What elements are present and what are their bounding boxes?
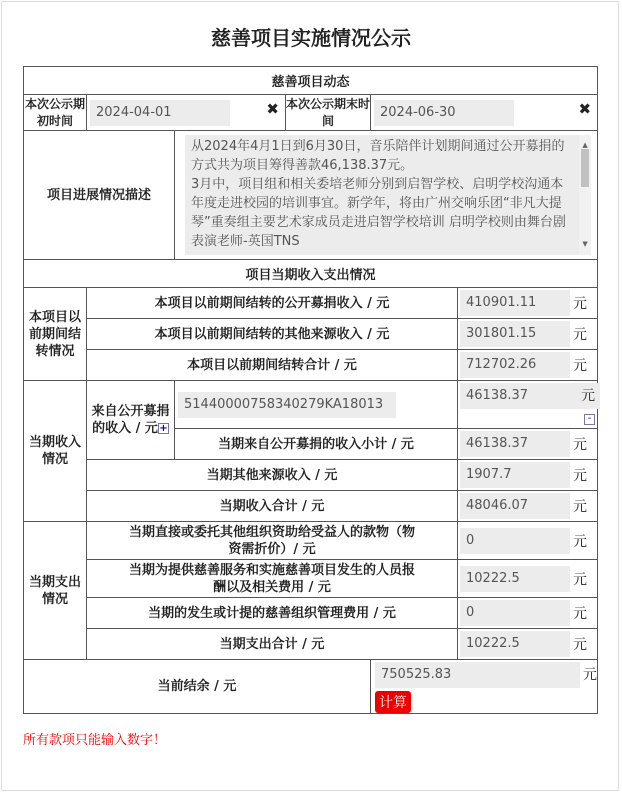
expense-direct-input[interactable]: 0 — [460, 528, 570, 554]
calculate-button[interactable]: 计算 — [375, 691, 411, 713]
scroll-thumb[interactable] — [581, 149, 589, 187]
page-title: 慈善项目实施情况公示 — [211, 26, 411, 50]
prior-group-label: 本项目以前期间结转情况 — [24, 288, 87, 381]
expense-total-input[interactable]: 10222.5 — [460, 631, 570, 657]
balance-input[interactable]: 750525.83 — [375, 662, 580, 688]
unit-label: 元 — [583, 667, 597, 683]
other-income-input[interactable]: 1907.7 — [460, 462, 570, 488]
section-dynamics-header: 慈善项目动态 — [24, 67, 598, 95]
prior-other-label: 本项目以前期间结转的其他来源收入 / 元 — [87, 319, 458, 350]
other-income-label: 当期其他来源收入 / 元 — [87, 460, 458, 491]
expense-direct-label: 当期直接或委托其他组织资助给受益人的款物（物资需折价）/ 元 — [87, 522, 458, 560]
fundraising-id-input[interactable]: 51440000758340279KA18013 — [178, 392, 396, 418]
unit-label: 元 — [573, 606, 587, 622]
progress-label: 项目进展情况描述 — [24, 131, 175, 260]
income-total-label: 当期收入合计 / 元 — [87, 491, 458, 522]
unit-label: 元 — [573, 296, 587, 312]
add-row-icon[interactable]: + — [159, 423, 168, 434]
fundraising-amount-input[interactable]: 46138.37 — [460, 383, 600, 409]
period-start-input[interactable]: 2024-04-01 — [90, 100, 230, 126]
unit-label: 元 — [573, 437, 587, 453]
progress-text: 从2024年4月1日到6月30日，音乐陪伴计划期间通过公开募捐的方式共为项目筹得善款46,138.37元。 3月中，项目组和相关委培老师分别到启智学校、启明学校沟通本年度走进校园的培训事宜。新学年，将由广州交响乐团“非凡大提琴”重奏组主要艺术家成员走进启智学校培训 启明学校则由舞台剧表演老师-英国TNS — [191, 139, 566, 249]
prior-public-input[interactable]: 410901.11 — [460, 290, 570, 316]
clear-start-icon[interactable]: ✖ — [266, 99, 279, 118]
disclosure-table — [23, 66, 598, 714]
unit-label: 元 — [573, 468, 587, 484]
expense-admin-label: 当期的发生或计提的慈善组织管理费用 / 元 — [87, 598, 458, 629]
unit-label: 元 — [573, 533, 587, 550]
unit-label: 元 — [573, 499, 587, 515]
unit-label: 元 — [573, 571, 587, 588]
scroll-down-icon[interactable]: ▼ — [582, 240, 588, 248]
period-end-label: 本次公示期末时间 — [286, 95, 371, 131]
progress-textarea[interactable] — [185, 135, 591, 255]
period-end-input[interactable]: 2024-06-30 — [374, 100, 514, 126]
public-subtotal-input[interactable]: 46138.37 — [460, 431, 570, 457]
public-fund-label: 来自公开募捐的收入 / 元 — [91, 404, 170, 436]
balance-label: 当前结余 / 元 — [24, 660, 371, 714]
progress-scrollbar[interactable] — [579, 135, 591, 255]
period-start-label: 本次公示期初时间 — [24, 95, 87, 131]
unit-label: 元 — [581, 388, 596, 404]
prior-other-input[interactable]: 301801.15 — [460, 321, 570, 347]
prior-public-label: 本项目以前期间结转的公开募捐收入 / 元 — [87, 288, 458, 319]
unit-label: 元 — [573, 327, 587, 343]
expense-staff-label: 当期为提供慈善服务和实施慈善项目发生的人员报酬以及相关费用 / 元 — [87, 560, 458, 598]
scroll-up-icon[interactable]: ▲ — [582, 141, 588, 149]
expense-total-label: 当期支出合计 / 元 — [87, 629, 458, 660]
expense-group-label: 当期支出情况 — [24, 522, 87, 660]
expense-staff-input[interactable]: 10222.5 — [460, 566, 570, 592]
section-income-header: 项目当期收入支出情况 — [24, 260, 598, 288]
prior-total-label: 本项目以前期间结转合计 / 元 — [87, 350, 458, 381]
clear-end-icon[interactable]: ✖ — [578, 99, 592, 118]
remove-row-icon[interactable]: - — [584, 414, 595, 425]
unit-label: 元 — [573, 637, 587, 653]
income-total-input[interactable]: 48046.07 — [460, 493, 570, 519]
prior-total-input[interactable]: 712702.26 — [460, 352, 570, 378]
current-income-group-label: 当期收入情况 — [24, 381, 87, 522]
input-warning: 所有款项只能输入数字！ — [23, 733, 167, 748]
public-subtotal-label: 当期来自公开募捐的收入小计 / 元 — [175, 429, 458, 460]
expense-admin-input[interactable]: 0 — [460, 600, 570, 626]
unit-label: 元 — [573, 358, 587, 374]
